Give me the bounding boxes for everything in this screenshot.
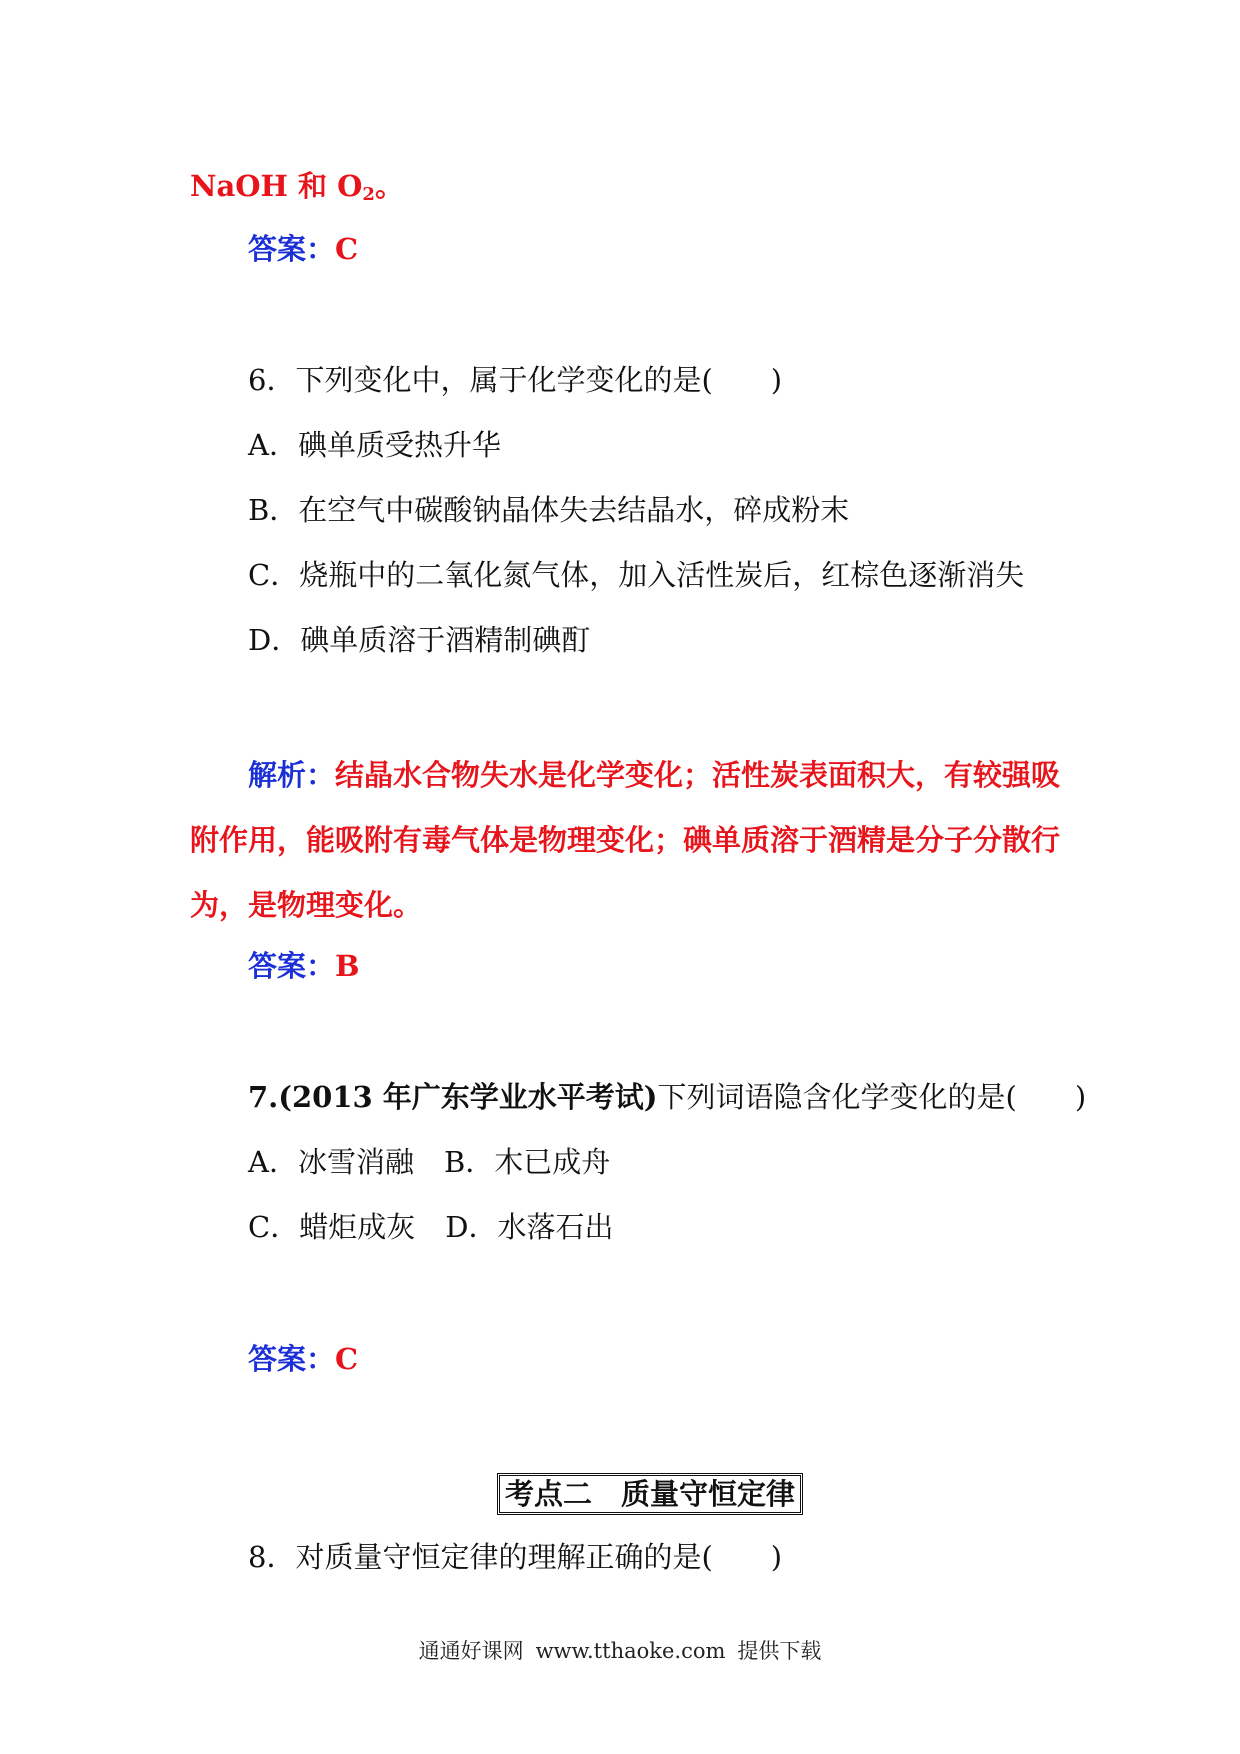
- question-text: 下列词语隐含化学变化的是(: [657, 1080, 1017, 1114]
- question-paren: ): [770, 363, 783, 397]
- option-b: B．木已成舟: [443, 1145, 611, 1179]
- question-6-option-d: D．碘单质溶于酒精制碘酊: [248, 623, 591, 657]
- subscript: 2: [362, 184, 375, 205]
- question-7-options-row-1: [248, 1142, 610, 1182]
- analysis-text: 结晶水合物失水是化学变化；活性炭表面积大，有较强吸附作用，能吸附有毒气体是物理变化；碘单质溶于酒精是分子分散行为，是物理变化。: [190, 758, 1061, 922]
- question-6-option-c: C．烧瓶中的二氧化氮气体，加入活性炭后，红棕色逐渐消失: [248, 558, 1025, 592]
- previous-explanation-tail: [190, 166, 404, 215]
- answer-5: [248, 229, 358, 269]
- answer-6: [248, 946, 360, 986]
- answer-value: B: [335, 949, 360, 983]
- option-a: A．冰雪消融: [248, 1145, 414, 1179]
- question-7-options-row-2: [248, 1207, 613, 1247]
- page-footer: [0, 1635, 1240, 1665]
- answer-value: C: [335, 232, 359, 266]
- analysis-label: 解析：: [248, 758, 336, 792]
- question-paren: ): [1074, 1080, 1087, 1114]
- footer-url[interactable]: www.tthaoke.com: [535, 1639, 726, 1663]
- question-source: (2013 年广东学业水平考试): [278, 1080, 658, 1114]
- question-paren: ): [770, 1540, 783, 1574]
- footer-site-name: 通通好课网: [418, 1639, 524, 1663]
- footer-note: 提供下载: [737, 1639, 822, 1663]
- question-7-stem: [248, 1077, 1086, 1117]
- option-d: D．水落石出: [445, 1210, 614, 1244]
- question-6-option-b: B．在空气中碳酸钠晶体失去结晶水，碎成粉末: [248, 493, 850, 527]
- answer-label: 答案：: [248, 232, 336, 266]
- explanation-punctuation: 。: [374, 169, 404, 203]
- question-8-stem: [248, 1537, 782, 1577]
- question-text: 8．对质量守恒定律的理解正确的是(: [248, 1540, 713, 1574]
- question-6-option-a: A．碘单质受热升华: [248, 428, 501, 462]
- answer-7: [248, 1339, 358, 1379]
- question-6-stem: [248, 360, 782, 400]
- answer-label: 答案：: [248, 1342, 336, 1376]
- question-6-analysis: [190, 743, 1070, 938]
- section-heading: 考点二 质量守恒定律: [497, 1473, 803, 1515]
- question-number: 7.: [248, 1080, 279, 1114]
- question-text: 6．下列变化中，属于化学变化的是(: [248, 363, 713, 397]
- answer-value: C: [335, 1342, 359, 1376]
- option-c: C．蜡炬成灰: [248, 1210, 416, 1244]
- explanation-text: NaOH 和 O: [190, 169, 363, 203]
- answer-label: 答案：: [248, 949, 336, 983]
